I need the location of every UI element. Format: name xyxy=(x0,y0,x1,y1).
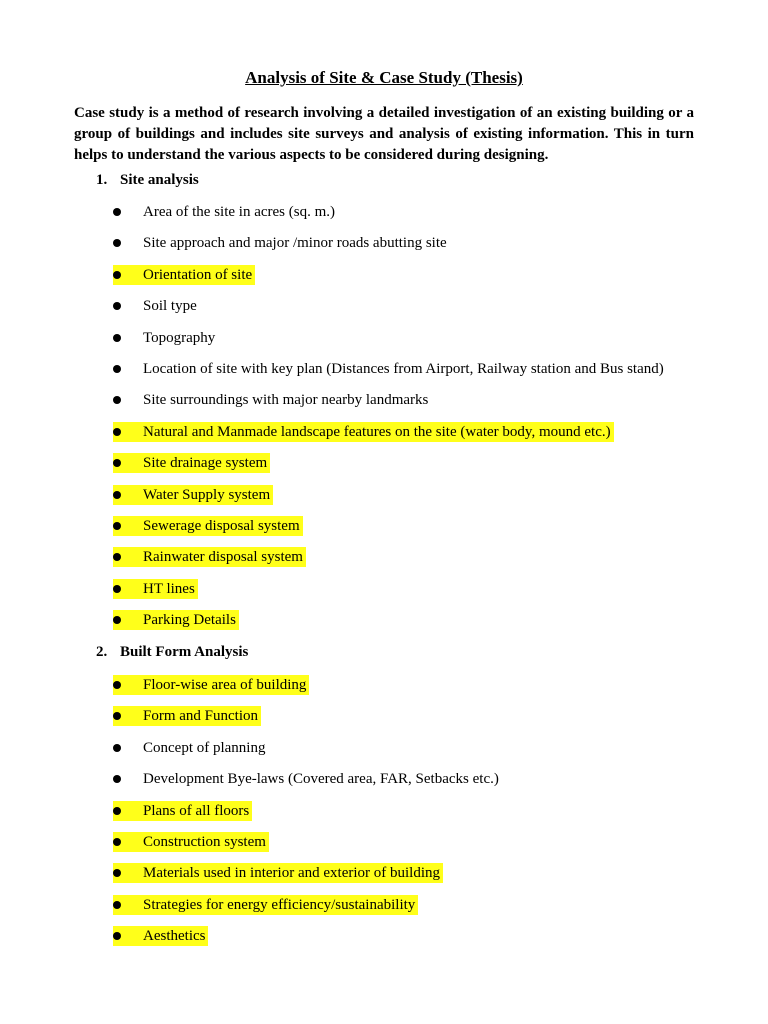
list-item xyxy=(113,675,309,695)
bullet-icon xyxy=(113,838,121,846)
list-item-text: Aesthetics xyxy=(143,928,206,944)
bullet-icon xyxy=(113,712,121,720)
list-item xyxy=(113,738,265,758)
list-item xyxy=(113,202,335,222)
list-item xyxy=(113,769,499,789)
list-item xyxy=(113,422,614,442)
bullet-icon xyxy=(113,239,121,247)
section-heading xyxy=(96,644,248,661)
bullet-icon xyxy=(113,616,121,624)
list-item-text: Strategies for energy efficiency/sustainability xyxy=(143,897,416,913)
bullet-icon xyxy=(113,681,121,689)
list-item-text: Sewerage disposal system xyxy=(143,518,300,534)
bullet-icon xyxy=(113,491,121,499)
list-item xyxy=(113,579,198,599)
bullet-icon xyxy=(113,208,121,216)
list-item-text: Soil type xyxy=(143,298,197,314)
list-item-text: Construction system xyxy=(143,834,266,850)
list-item xyxy=(113,265,255,285)
list-item xyxy=(113,233,447,253)
bullet-icon xyxy=(113,459,121,467)
list-item-text: Water Supply system xyxy=(143,487,271,503)
list-item xyxy=(113,895,418,915)
list-item-text: Topography xyxy=(143,330,216,346)
list-item-text: Location of site with key plan (Distances from Airport, Railway station and Bus stand) xyxy=(143,361,664,377)
list-item xyxy=(113,516,303,536)
section-heading xyxy=(96,172,199,189)
bullet-icon xyxy=(113,334,121,342)
bullet-icon xyxy=(113,775,121,783)
list-item-text: Rainwater disposal system xyxy=(143,549,303,565)
bullet-icon xyxy=(113,807,121,815)
list-item xyxy=(113,801,252,821)
list-item xyxy=(113,359,664,379)
list-item xyxy=(113,610,239,630)
bullet-icon xyxy=(113,744,121,752)
list-item xyxy=(113,832,269,852)
bullet-icon xyxy=(113,585,121,593)
list-item-text: Orientation of site xyxy=(143,267,253,283)
list-item xyxy=(113,863,443,883)
list-item-text: Parking Details xyxy=(143,612,236,628)
list-item-text: Form and Function xyxy=(143,708,258,724)
bullet-icon xyxy=(113,271,121,279)
list-item-text: Floor-wise area of building xyxy=(143,677,307,693)
list-item-text: Site drainage system xyxy=(143,455,268,471)
list-item-text: Development Bye-laws (Covered area, FAR, Setbacks etc.) xyxy=(143,771,499,787)
list-item xyxy=(113,296,197,316)
bullet-icon xyxy=(113,869,121,877)
list-item-text: Materials used in interior and exterior of building xyxy=(143,865,441,881)
bullet-icon xyxy=(113,365,121,373)
bullet-icon xyxy=(113,901,121,909)
bullet-icon xyxy=(113,932,121,940)
list-item xyxy=(113,926,208,946)
list-item-text: Site approach and major /minor roads abutting site xyxy=(143,235,447,251)
section-number: 1. xyxy=(96,172,108,188)
bullet-icon xyxy=(113,553,121,561)
section-number: 2. xyxy=(96,644,108,660)
list-item xyxy=(113,706,261,726)
bullet-icon xyxy=(113,302,121,310)
section-heading-text: Site analysis xyxy=(120,172,199,188)
page-title: Analysis of Site & Case Study (Thesis) xyxy=(245,68,523,87)
section-heading-text: Built Form Analysis xyxy=(120,644,249,660)
bullet-icon xyxy=(113,396,121,404)
list-item xyxy=(113,547,306,567)
intro-paragraph: Case study is a method of research involving a detailed investigation of an existing building or a group of buildings and includes site surveys and analysis of existing information. This in turn helps to understand the various aspects to be considered during designing. xyxy=(74,105,694,163)
bullet-icon xyxy=(113,522,121,530)
list-item-text: Area of the site in acres (sq. m.) xyxy=(143,204,336,220)
list-item-text: Concept of planning xyxy=(143,740,266,756)
bullet-icon xyxy=(113,428,121,436)
list-item-text: Plans of all floors xyxy=(143,803,250,819)
list-item xyxy=(113,328,215,348)
list-item-text: HT lines xyxy=(143,581,195,597)
list-item-text: Natural and Manmade landscape features on the site (water body, mound etc.) xyxy=(143,424,611,440)
list-item xyxy=(113,390,428,410)
list-item xyxy=(113,453,270,473)
list-item xyxy=(113,485,273,505)
list-item-text: Site surroundings with major nearby landmarks xyxy=(143,392,429,408)
